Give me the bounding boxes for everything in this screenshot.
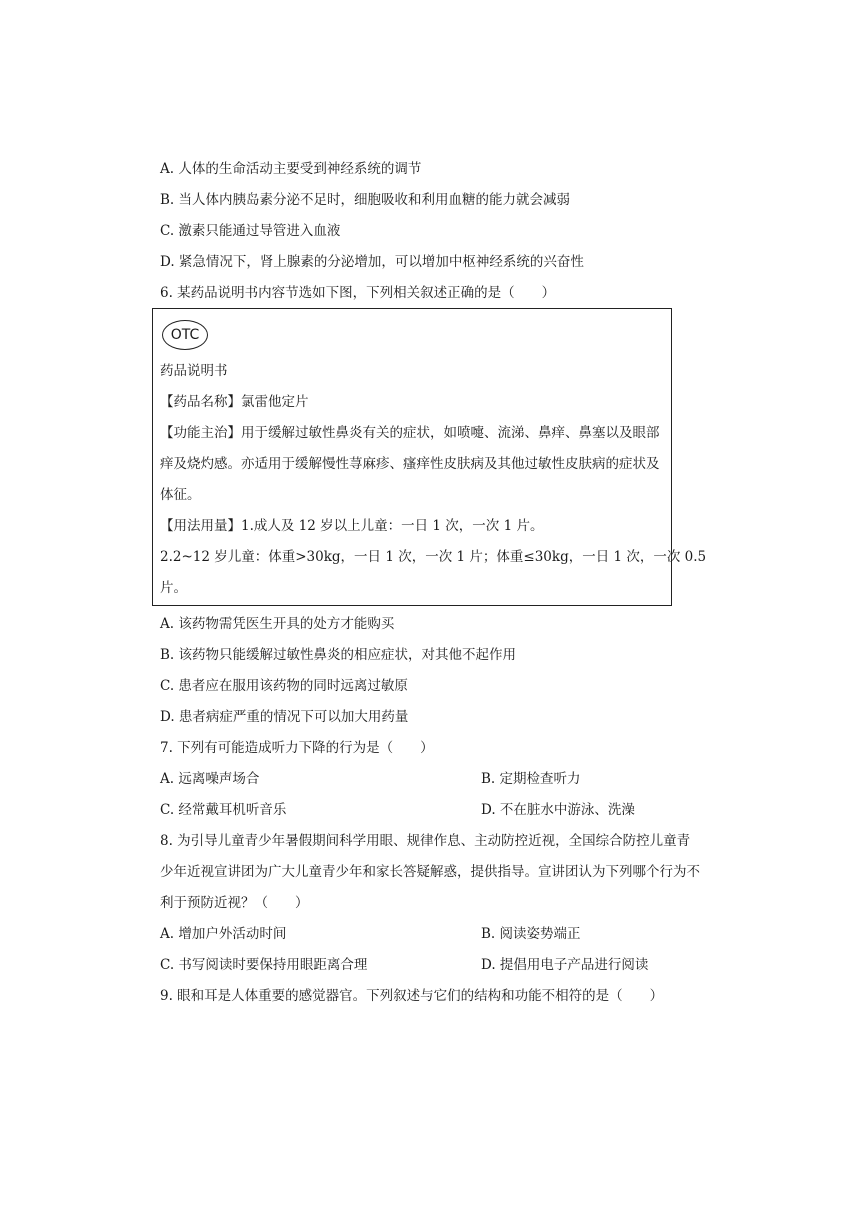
- q5-option-c: C. 激素只能通过导管进入血液: [160, 223, 341, 239]
- q7-stem: 7. 下列有可能造成听力下降的行为是（ ）: [160, 740, 434, 756]
- drug-usage-line-3: 片。: [160, 580, 187, 596]
- q8-option-d: D. 提倡用电子产品进行阅读: [481, 957, 649, 973]
- otc-badge: OTC: [162, 320, 208, 350]
- drug-name-line: 【药品名称】氯雷他定片: [160, 394, 309, 410]
- q6-option-d: D. 患者病症严重的情况下可以加大用药量: [160, 709, 409, 725]
- q8-stem-line-2: 少年近视宣讲团为广大儿童青少年和家长答疑解惑，提供指导。宣讲团认为下列哪个行为不: [160, 864, 700, 880]
- q5-option-b: B. 当人体内胰岛素分泌不足时，细胞吸收和利用血糖的能力就会减弱: [160, 192, 571, 208]
- q6-option-a: A. 该药物需凭医生开具的处方才能购买: [160, 616, 395, 632]
- q8-stem-line-3: 利于预防近视？（ ）: [160, 895, 309, 911]
- q8-option-b: B. 阅读姿势端正: [481, 926, 581, 942]
- q8-option-c: C. 书写阅读时要保持用眼距离合理: [160, 957, 368, 973]
- drug-function-line-2: 痒及烧灼感。亦适用于缓解慢性荨麻疹、瘙痒性皮肤病及其他过敏性皮肤病的症状及: [160, 456, 660, 472]
- q5-option-d: D. 紧急情况下，肾上腺素的分泌增加，可以增加中枢神经系统的兴奋性: [160, 254, 584, 270]
- drug-usage-line-1: 【用法用量】1.成人及 12 岁以上儿童：一日 1 次，一次 1 片。: [160, 518, 544, 534]
- q6-option-b: B. 该药物只能缓解过敏性鼻炎的相应症状，对其他不起作用: [160, 647, 517, 663]
- q9-stem: 9. 眼和耳是人体重要的感觉器官。下列叙述与它们的结构和功能不相符的是（ ）: [160, 988, 664, 1004]
- q6-stem: 6. 某药品说明书内容节选如下图，下列相关叙述正确的是（ ）: [160, 285, 556, 301]
- q5-option-a: A. 人体的生命活动主要受到神经系统的调节: [160, 161, 422, 177]
- q8-option-a: A. 增加户外活动时间: [160, 926, 287, 942]
- drug-usage-line-2: 2.2~12 岁儿童：体重>30kg，一日 1 次，一次 1 片；体重≤30kg，一日 1 次，一次 0.5: [160, 549, 707, 565]
- q7-option-d: D. 不在脏水中游泳、洗澡: [481, 802, 635, 818]
- q8-stem-line-1: 8. 为引导儿童青少年暑假期间科学用眼、规律作息、主动防控近视，全国综合防控儿童青: [160, 833, 691, 849]
- q7-option-b: B. 定期检查听力: [481, 771, 581, 787]
- drug-function-line-1: 【功能主治】用于缓解过敏性鼻炎有关的症状，如喷嚏、流涕、鼻痒、鼻塞以及眼部: [160, 425, 660, 441]
- q6-option-c: C. 患者应在服用该药物的同时远离过敏原: [160, 678, 408, 694]
- q7-option-c: C. 经常戴耳机听音乐: [160, 802, 287, 818]
- drug-label-title: 药品说明书: [160, 363, 228, 379]
- drug-function-line-3: 体征。: [160, 487, 201, 503]
- q7-option-a: A. 远离噪声场合: [160, 771, 260, 787]
